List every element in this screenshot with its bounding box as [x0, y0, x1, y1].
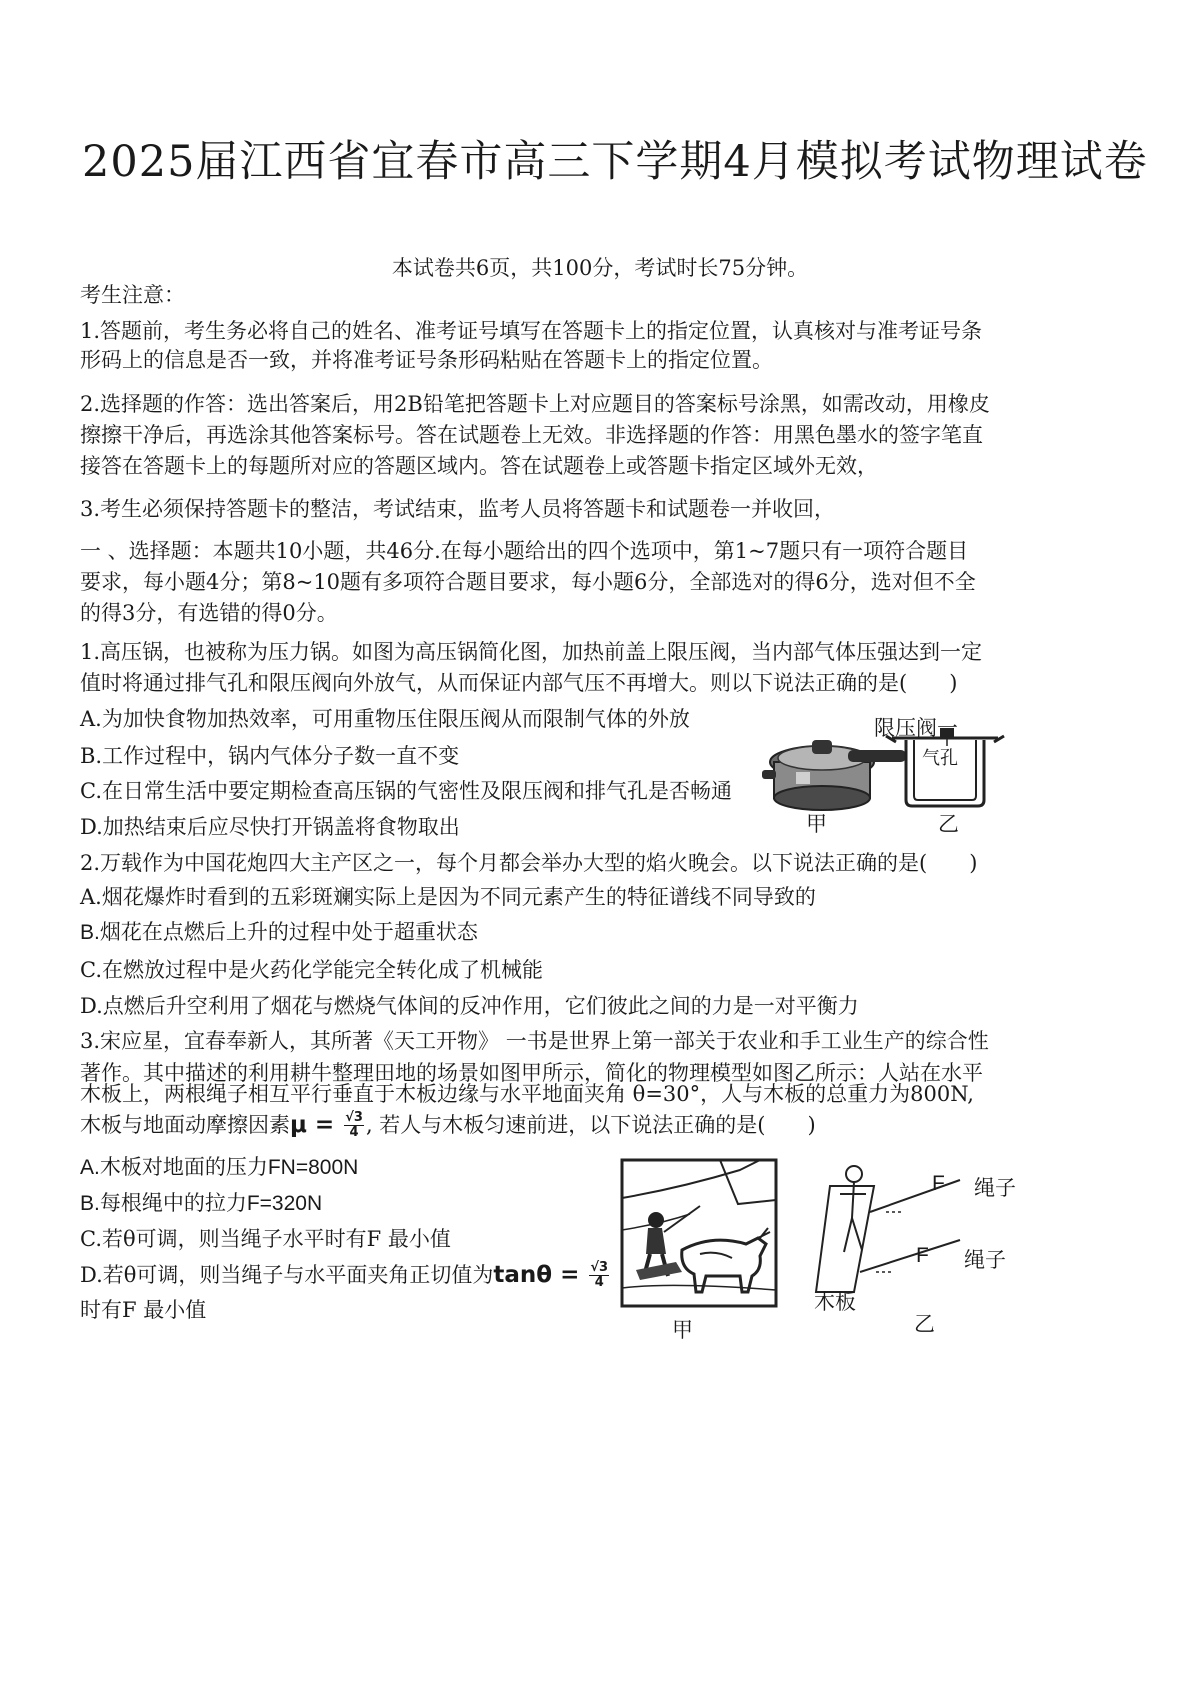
q2-option-b: B.烟花在点燃后上升的过程中处于超重状态 — [80, 921, 478, 944]
section-1-line-1: 一 、选择题：本题共10小题，共46分.在每小题给出的四个选项中，第1~7题只有一项符合题目 — [80, 539, 969, 563]
q1-figure-label-jia: 甲 — [806, 813, 827, 836]
mu-fraction-denominator: 4 — [349, 1125, 359, 1140]
q2-stem: 2.万载作为中国花炮四大主产区之一，每个月都会举办大型的焰火晚会。以下说法正确的是( ) — [80, 851, 978, 875]
q1-option-d: D.加热结束后应尽快打开锅盖将食物取出 — [80, 815, 460, 839]
section-1-line-3: 的得3分，有选错的得0分。 — [80, 601, 338, 625]
q3-option-d-suffix: 时有F 最小值 — [80, 1298, 207, 1322]
q3-option-d-prefix: D.若θ可调，则当绳子与水平面夹角正切值为 — [80, 1263, 494, 1287]
section-1-line-2: 要求，每小题4分；第8~10题有多项符合题目要求，每小题6分，全部选对的得6分，选对但不全 — [80, 570, 976, 594]
ox-plowing-woodcut-figure — [620, 1158, 778, 1308]
q1-figure-label-valve: 限压阀一 — [874, 717, 958, 740]
q1-figure-label-hole: 气孔 — [922, 748, 958, 768]
notice-item-2-line-1: 2.选择题的作答：选出答案后，用2B铅笔把答题卡上对应题目的答案标号涂黑，如需改动，用橡皮 — [80, 392, 990, 416]
tan-fraction-denominator: 4 — [594, 1275, 604, 1290]
tan-formula — [493, 1262, 611, 1288]
q3-figure-label-rope-lower: 绳子 — [964, 1249, 1006, 1272]
q3-stem-line-4 — [80, 1110, 816, 1140]
q2-option-a: A.烟花爆炸时看到的五彩斑斓实际上是因为不同元素产生的特征谱线不同导致的 — [80, 885, 816, 909]
notice-heading: 考生注意： — [80, 283, 185, 307]
notice-item-3: 3.考生必须保持答题卡的整洁，考试结束，监考人员将答题卡和试题卷一并收回， — [80, 497, 836, 521]
notice-item-2-line-3: 接答在答题卡上的每题所对应的答题区域内。答在试题卷上或答题卡指定区域外无效， — [80, 454, 878, 478]
page-title: 2025届江西省宜春市高三下学期4月模拟考试物理试卷 — [82, 137, 1148, 187]
q3-figure-label-board: 木板 — [814, 1291, 856, 1314]
q3-option-b: B.每根绳中的拉力F=320N — [80, 1192, 323, 1215]
q2-option-c: C.在燃放过程中是火药化学能完全转化成了机械能 — [80, 958, 543, 982]
q3-option-d — [80, 1260, 611, 1290]
tan-fraction — [589, 1261, 609, 1290]
mu-formula — [290, 1112, 366, 1138]
q3-option-c: C.若θ可调，则当绳子水平时有F 最小值 — [80, 1227, 451, 1251]
q3-figure-label-f-upper: F — [932, 1172, 945, 1195]
mu-fraction-numerator: √3 — [345, 1110, 363, 1125]
q1-stem-line-1: 1.高压锅，也被称为压力锅。如图为高压锅简化图，加热前盖上限压阀，当内部气体压强达到一定 — [80, 640, 983, 664]
notice-item-2-line-2: 擦擦干净后，再选涂其他答案标号。答在试题卷上无效。非选择题的作答：用黑色墨水的签字笔直 — [80, 423, 983, 447]
q1-option-c: C.在日常生活中要定期检查高压锅的气密性及限压阀和排气孔是否畅通 — [80, 779, 732, 803]
tan-fraction-numerator: √3 — [590, 1260, 609, 1275]
q1-option-b: B.工作过程中，锅内气体分子数一直不变 — [80, 744, 460, 768]
q3-stem-line-2: 著作。其中描述的利用耕牛整理田地的场景如图甲所示，简化的物理模型如图乙所示：人站在水平 — [80, 1061, 983, 1085]
q3-figure-label-jia: 甲 — [672, 1319, 693, 1342]
mu-symbol: μ = — [290, 1112, 343, 1138]
q3-stem-line-4-prefix: 木板与地面动摩擦因素 — [80, 1113, 290, 1137]
q3-figure-label-f-lower: F — [916, 1244, 929, 1267]
tan-symbol: tanθ = — [493, 1262, 588, 1288]
q3-figure-label-yi: 乙 — [914, 1313, 935, 1336]
q1-option-a: A.为加快食物加热效率，可用重物压住限压阀从而限制气体的外放 — [80, 707, 690, 731]
notice-item-1-line-2: 形码上的信息是否一致，并将准考证号条形码粘贴在答题卡上的指定位置。 — [80, 348, 773, 372]
exam-info: 本试卷共6页，共100分，考试时长75分钟。 — [391, 256, 809, 280]
notice-item-1-line-1: 1.答题前，考生务必将自己的姓名、准考证号填写在答题卡上的指定位置，认真核对与准考证号条 — [80, 319, 983, 343]
q3-stem-line-4-suffix: , 若人与木板匀速前进，以下说法正确的是( ) — [365, 1113, 816, 1137]
q3-stem-line-3: 木板上，两根绳子相互平行垂直于木板边缘与水平地面夹角 θ=30°，人与木板的总重力为800N, — [80, 1082, 974, 1106]
q3-figure-label-rope-upper: 绳子 — [974, 1177, 1016, 1200]
q1-stem-line-2: 值时将通过排气孔和限压阀向外放气，从而保证内部气压不再增大。则以下说法正确的是( ) — [80, 671, 958, 695]
q3-option-a: A.木板对地面的压力FN=800N — [80, 1156, 359, 1179]
mu-fraction — [344, 1111, 364, 1140]
q1-figure-label-yi: 乙 — [938, 813, 959, 836]
q2-option-d: D.点燃后升空利用了烟花与燃烧气体间的反冲作用，它们彼此之间的力是一对平衡力 — [80, 994, 859, 1018]
q3-stem-line-1: 3.宋应星，宜春奉新人，其所著《天工开物》 一书是世界上第一部关于农业和手工业生产的综合性 — [80, 1029, 989, 1053]
